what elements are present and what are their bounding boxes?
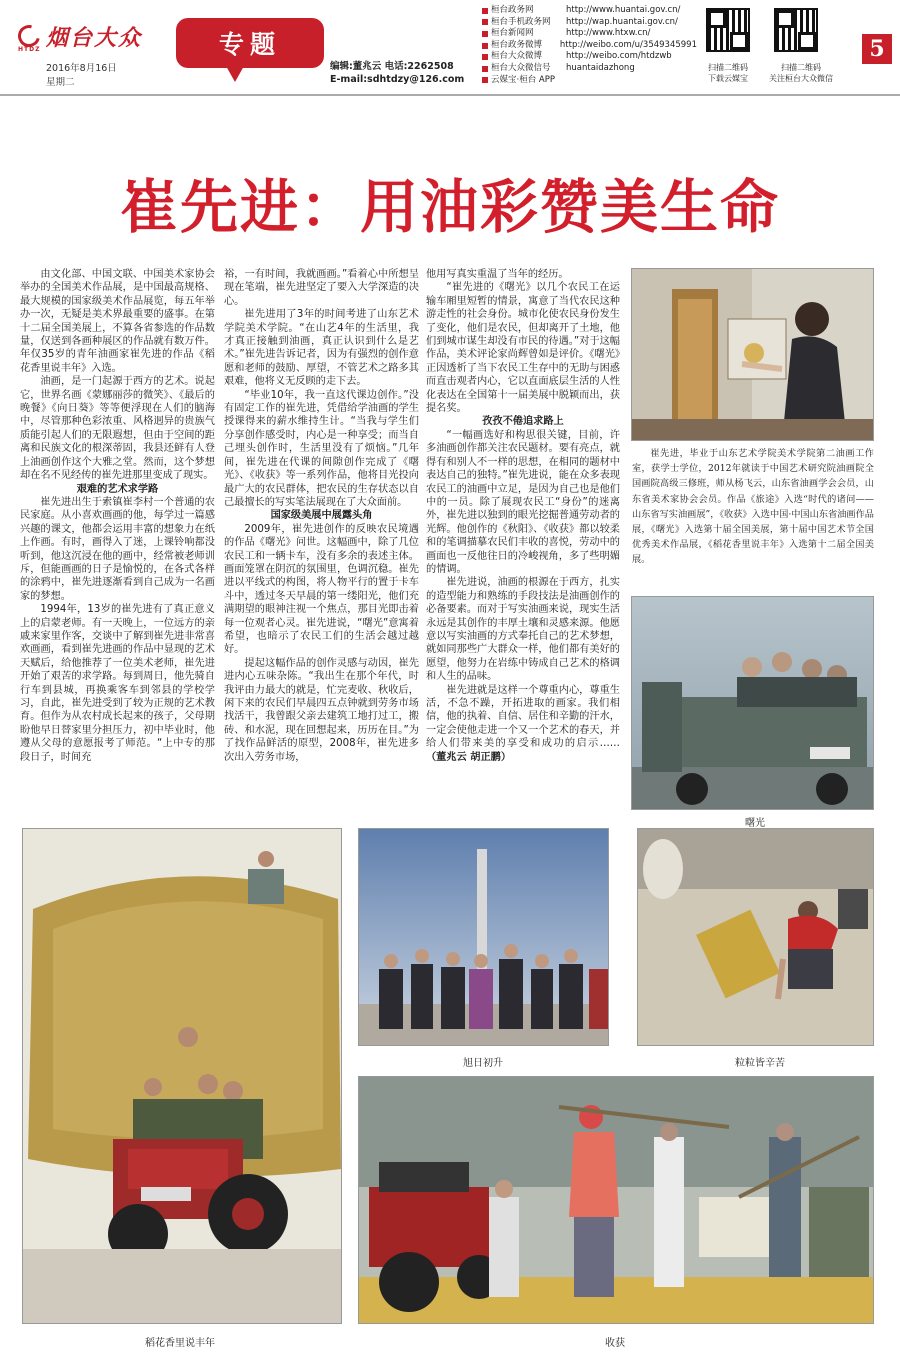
logo-sub: HTDZ bbox=[18, 46, 41, 53]
caption-shouhuo: 收获 bbox=[605, 1338, 625, 1349]
link-item[interactable]: 桓台大众微信号 huantaidazhong bbox=[482, 63, 697, 75]
bullet-icon bbox=[482, 8, 488, 14]
subheading: 国家级美展中展露头角 bbox=[270, 510, 373, 522]
caption-lili: 粒粒皆辛苦 bbox=[735, 1058, 785, 1069]
link-item[interactable]: 桓台新闻网 http://www.htxw.cn/ bbox=[482, 28, 697, 40]
article-column-3 bbox=[426, 268, 620, 816]
paragraph: “崔先进的《曙光》以几个农民工在运输车厢里短暂的情景，寓意了当代农民这种游走性的社会身份。城市化使农民身份发生了变化，他们是农民，但却离开了土地，他们到城市谋生却没有市民的待遇。”对于这幅作品，美术评论家尚辉曾如是评价。《曙光》正因透析了当下农民工生存中的无助与困惑而直击观者内心，它以直面底层生活的人性化表达在全国第十一届美展中脱颖而出，获提名奖。 bbox=[426, 282, 620, 415]
bullet-icon bbox=[482, 31, 488, 37]
link-item[interactable]: 桓台大众微博 http://weibo.com/htdzwb bbox=[482, 51, 697, 63]
newspaper-logo bbox=[18, 20, 168, 52]
paragraph: 崔先进说，油画的根源在于西方，扎实的造型能力和熟练的手段技法是油画创作的必备要素。而对于写实油画来说，现实生活永远是其创作的丰厚土壤和灵感来源。他愿意以写实油画的方式奉托自己的艺术梦想，就如同那些广大群众一样，他们都有美好的愿望，他努力在岩练中铸成自己艺术的格调和人生的品味。 bbox=[426, 577, 620, 683]
paragraph: 1994年，13岁的崔先进有了真正意义上的启蒙老师。有一天晚上，一位远方的亲戚来家里作客，交谈中了解到崔先进非常喜欢画画，看到崔先进画的作品中显现的艺术天赋后，给他推荐了一位美术老师，崔先进开始了艰苦的求学路。每到周日，他先骑自行车到县城，再换乘客车到邻县的学校学习，自此，崔先进受到了较为正规的艺术教育。但作为从农村成长起来的孩子，父母期盼他早日替家里分担压力，初中毕业时，他遵从父母的意愿报考了师范。“上中专的那段日子，时间充 bbox=[20, 604, 215, 763]
logo-name: 烟台大众 bbox=[46, 24, 143, 51]
qr-caption-app: 扫描二维码 下载云媒宝 bbox=[708, 63, 748, 83]
section-tab: 专题 bbox=[176, 18, 324, 68]
paragraph: 他用写真实重温了当年的经历。 bbox=[426, 269, 569, 280]
section-tab-tail bbox=[226, 66, 244, 82]
qr-code-app[interactable] bbox=[706, 8, 750, 52]
paragraph: “一幅画选好和构思很关键，目前，许多油画创作都关注农民题材。要有亮点，就得有和别人不一样的思想，在相同的题材中表达自己的独特。”崔先进说，能在众多表现农民工的油画中立足，是因为自己也是他们中的一员。除了展现农民工“身份”的迷离外，崔先进以独到的眼光挖掘普通劳动者的光辉。他创作的《秋阳》、《收获》都以较柔和的笔调描摹农民们丰收的喜悦，劳动中的画面也一反他往日的冷峻视角，多了些明媚的情调。 bbox=[426, 429, 620, 575]
qr-caption-wechat: 扫描二维码 关注桓台大众微信 bbox=[769, 63, 833, 83]
paragraph: 2009年，崔先进创作的反映农民境遇的作品《曙光》问世。这幅画中，除了几位农民工和一辆卡车，没有多余的表述主体。画面笼罩在阴沉的氛围里，色调沉稳。崔先进以平线式的构图，将人物平行的置于卡车斗中，透过冬天早晨的第一缕阳光，他们充满期望的眼神注视一个焦点，那目光即击着每一位观者心灵。崔先进说，“曙光”意寓着希望，也暗示了农民工们的生活会越过越好。 bbox=[224, 523, 419, 656]
paragraph: 裕，一有时间，我就画画。”看着心中所想呈现在笔端，崔先进坚定了要入大学深造的决心。 bbox=[224, 269, 419, 307]
link-item[interactable]: 桓台手机政务网 http://wap.huantai.gov.cn/ bbox=[482, 17, 697, 29]
painting-lili bbox=[637, 828, 874, 1046]
artist-portrait-photo bbox=[631, 268, 874, 441]
bullet-icon bbox=[482, 19, 488, 25]
link-item[interactable]: 云媒宝·桓台 APP bbox=[482, 75, 697, 87]
bullet-icon bbox=[482, 43, 488, 49]
painting-shuguang bbox=[631, 596, 874, 810]
caption-daohua: 稻花香里说丰年 bbox=[145, 1338, 215, 1349]
byline: （董兆云 胡正鹏） bbox=[426, 751, 512, 763]
editor-email: E-mail:sdhtdzy@126.com bbox=[330, 74, 465, 85]
page-number: 5 bbox=[862, 34, 892, 64]
paragraph: 油画，是一门起源于西方的艺术。说起它，世界名画《蒙娜丽莎的微笑》、《最后的晚餐》《向日葵》等等便浮现在人们的脑海中，尽管那种色彩浓重、风格迥异的贵族气质能引起人们的无限遐想，但由于空间的距离和民族文化的根深蒂固，我县还鲜有人登上油画创作这个大雅之堂。然而，这个梦想却在名不见经传的崔先进那里变成了现实。 bbox=[20, 376, 215, 482]
qr-code-wechat[interactable] bbox=[774, 8, 818, 52]
paragraph: 崔先进用了3年的时间考进了山东艺术学院美术学院。“在山艺4年的生活里，我才真正接触到油画，真正认识到什么是艺术。”崔先进告诉记者，因为有强烈的创作意愿和老师的鼓励、厚望，不管艺术之路多其艰难，他将义无反顾的走下去。 bbox=[224, 309, 419, 388]
issue-weekday: 星期二 bbox=[46, 77, 75, 88]
issue-date: 2016年8月16日 bbox=[46, 63, 117, 74]
article-headline: 崔先进：用油彩赞美生命 bbox=[119, 173, 780, 241]
paragraph: 提起这幅作品的创作灵感与动因，崔先进内心五味杂陈。“我出生在那个年代，时我评由力最大的就是，忙完麦收、秋收后，闲下来的农民们早晨四五点钟就到劳务市场找活干，我曾跟父亲去建筑工地打过工，搬砖、和水泥，现在回想起来，历历在目。”为了找作品鲜活的原型，2008年，崔先进多次出入劳务市场， bbox=[224, 657, 419, 763]
paragraph: 崔先进就是这样一个尊重内心，尊重生活，不急不躁，开拓进取的画家。我们相信，他的执着、自信、居住和辛勤的汗水，一定会使他走进一个又一个艺术的春天，并给人们带来美的享受和成功的启示…… （董兆云 胡正鹏） bbox=[426, 684, 620, 763]
paragraph: “毕业10年，我一直这代课边创作。”没有固定工作的崔先进，凭借给学油画的学生授课得来的薪水维持生计。“当我与学生们分享创作感受时，内心是一种享受；而当自己埋头创作时，生活里没有了烦恼。”几年间，崔先进在代课的间隙创作完成了《曙光》、《收获》等一系列作品，他将目光投向最广大的农民群体，把农民的生存状态以自己最擅长的写实笔法展现在了大众面前。 bbox=[224, 389, 419, 508]
link-item[interactable]: 桓台政务网 http://www.huantai.gov.cn/ bbox=[482, 5, 697, 17]
caption-xuri: 旭日初升 bbox=[463, 1058, 503, 1069]
link-item[interactable]: 桓台政务微博 http://weibo.com/u/3549345991 bbox=[482, 40, 697, 52]
paragraph: 崔先进出生于索镇崔李村一个普通的农民家庭。从小喜欢画画的他，每学过一篇感兴趣的课文，他都会运用丰富的想象力在纸上作画。有时，画得入了迷，上课铃响都没听到，他这沉浸在他的画中，经常被老师训斥，但能画画的日子是愉悦的，在各式各样的涂鸦中，崔先进逐渐看到自己成为一名画家的梦想。 bbox=[20, 496, 215, 602]
header-divider bbox=[0, 94, 900, 96]
article-column-2 bbox=[224, 268, 419, 816]
painting-shouhuo bbox=[358, 1076, 874, 1324]
article-column-1 bbox=[20, 268, 215, 816]
bullet-icon bbox=[482, 54, 488, 60]
painting-xuri bbox=[358, 828, 609, 1046]
bullet-icon bbox=[482, 77, 488, 83]
caption-shuguang: 曙光 bbox=[745, 818, 765, 829]
subheading: 孜孜不倦追求路上 bbox=[482, 416, 564, 428]
subheading: 艰难的艺术求学路 bbox=[76, 483, 159, 495]
bullet-icon bbox=[482, 66, 488, 72]
link-list bbox=[482, 5, 697, 86]
editor-info: 编辑:董兆云 电话:2262508 bbox=[330, 61, 454, 72]
painting-daohua bbox=[22, 828, 342, 1324]
paragraph: 由文化部、中国文联、中国美术家协会举办的全国美术作品展，是中国最高规格、最大规模的国家级美术作品展览，每五年举办一次，无疑是美术界最重要的盛事。在第十二届全国美展上，不算各省参选的作品数量，仅送到各画种展区的作品就有数万件。年仅35岁的青年油画家崔先进的作品《稻花香里说丰年》入选。 bbox=[20, 269, 215, 374]
artist-bio: 崔先进，毕业于山东艺术学院美术学院第二油画工作室，获学士学位，2012年就读于中国艺术研究院油画院全国画院高级三修班，师从杨飞云，山东省油画学会会员，山东省美术家协会会员。作品《旅途》入选“时代的诸问——山东省写实油画展”，《收获》入选中国·中国山东省油画作品展，《曙光》入选第十届全国美展，第十届中国艺术节全国优秀美术作品展，《稻花香里说丰年》入选第十二届全国美展。 bbox=[632, 448, 874, 566]
